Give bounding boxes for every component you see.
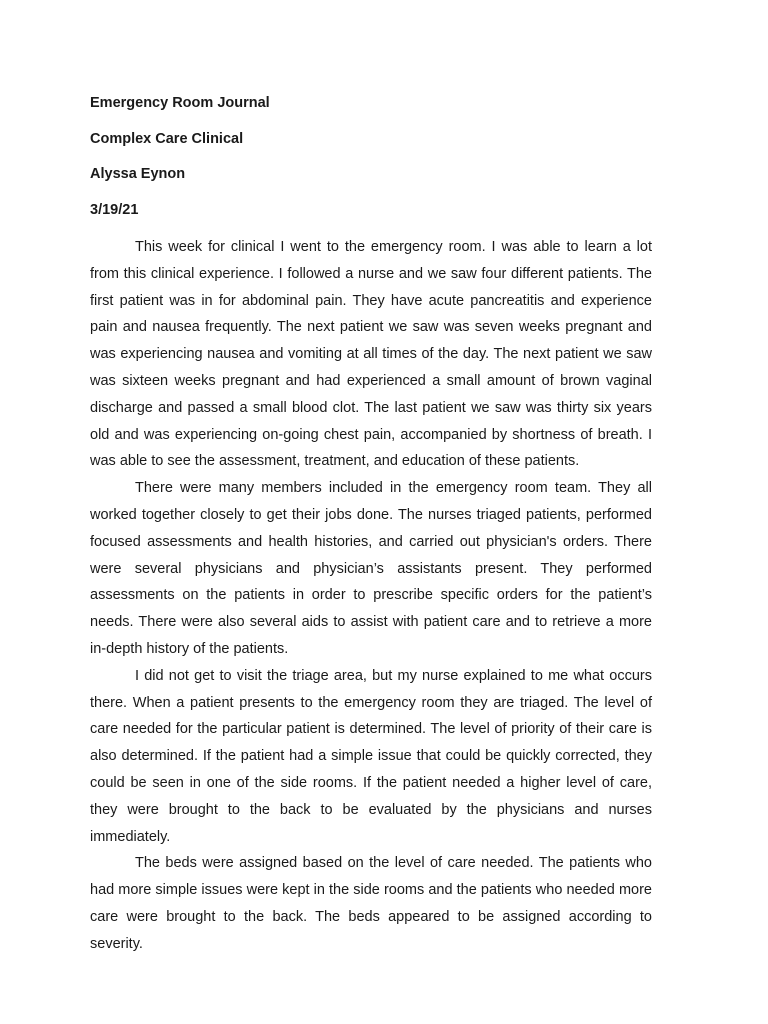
course-name: Complex Care Clinical	[90, 130, 244, 147]
paragraph-2: There were many members included in the emergency room team. They all worked together closely to get their jobs done. The nurses triaged patients, performed focused assessments and health histories, and carried out physician's orders. There were several physicians and physician’s assistants present. They performed assessments on the patients in order to prescribe specific orders for the patient’s needs. There were also several aids to assist with patient care and to retrieve a more in-depth history of the patients.	[90, 480, 652, 657]
document-title: Emergency Room Journal	[90, 95, 270, 111]
document-page	[90, 92, 652, 958]
journal-body	[90, 234, 652, 958]
paragraph-4: The beds were assigned based on the level of care needed. The patients who had more simple issues were kept in the side rooms and the patients who needed more care were brought to the back. The beds appeared to be assigned according to severity.	[90, 855, 652, 952]
document-date: 3/19/21	[90, 201, 139, 218]
paragraph-1: This week for clinical I went to the emergency room. I was able to learn a lot from this clinical experience. I followed a nurse and we saw four different patients. The first patient was in for abdominal pain. They have acute pancreatitis and experience pain and nausea frequently. The next patient we saw was seven weeks pregnant and was experiencing nausea and vomiting at all times of the day. The next patient we saw was sixteen weeks pregnant and had experienced a small amount of brown vaginal discharge and passed a small blood clot. The last patient we saw was thirty six years old and was experiencing on-going chest pain, accompanied by shortness of breath. I was able to see the assessment, treatment, and education of these patients.	[90, 239, 652, 470]
author-name: Alyssa Eynon	[90, 166, 186, 182]
paragraph-3: I did not get to visit the triage area, but my nurse explained to me what occurs there. When a patient presents to the emergency room they are triaged. The level of care needed for the particular patient is determined. The level of priority of their care is also determined. If the patient had a simple issue that could be quickly corrected, they could be seen in one of the side rooms. If the patient needed a higher level of care, they were brought to the back to be evaluated by the physicians and nurses immediately.	[90, 667, 652, 845]
